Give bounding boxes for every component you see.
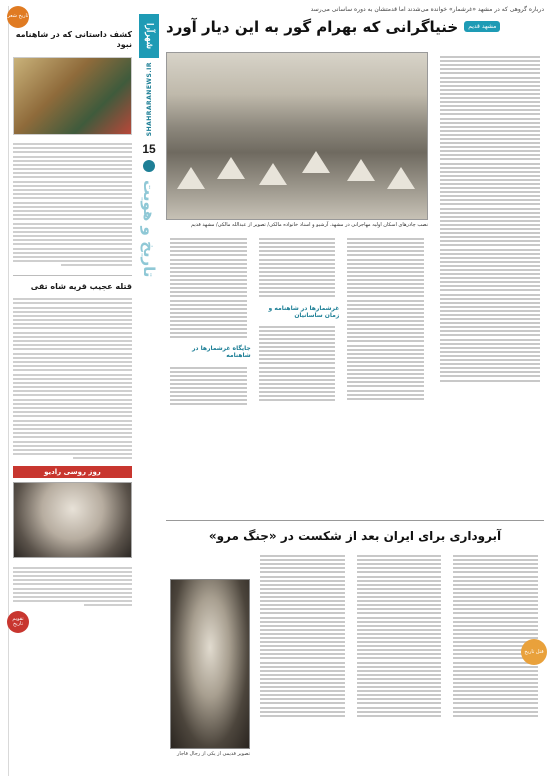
side-article2-body bbox=[9, 294, 136, 464]
qajar-portrait-photo bbox=[170, 579, 250, 749]
column-text bbox=[255, 234, 340, 302]
category-badge[interactable]: مشهد قدیم bbox=[464, 21, 500, 32]
headline-row bbox=[166, 18, 544, 36]
section-subhead: جایگاه غرشمارها در شاهنامه bbox=[191, 345, 251, 360]
tent-shape bbox=[177, 167, 205, 189]
column-text bbox=[256, 551, 349, 721]
section-dot-icon bbox=[143, 160, 155, 172]
tent-camp-photo bbox=[166, 52, 428, 220]
page-number: 15 bbox=[142, 142, 156, 157]
masthead-strip bbox=[139, 14, 159, 394]
tent-shape bbox=[259, 163, 287, 185]
side-tag-poetry: تاریخ شعر bbox=[7, 6, 29, 28]
second-article bbox=[166, 520, 544, 776]
side-article3-body bbox=[9, 562, 136, 610]
side-article3-title[interactable]: روز روسی راديو bbox=[13, 466, 132, 478]
side-divider bbox=[13, 275, 132, 276]
text-column bbox=[166, 234, 251, 434]
right-text-column bbox=[436, 52, 544, 432]
side-tag-calendar: تقویم تاریخ bbox=[7, 611, 29, 633]
manuscript-painting-image bbox=[13, 57, 132, 135]
tent-shape bbox=[302, 151, 330, 173]
article-headline[interactable]: خنیاگرانی که بهرام گور به این دیار آورد bbox=[166, 17, 459, 36]
second-photo-caption: تصویر قدیمی از یکی از رجال قاجار bbox=[177, 751, 250, 757]
column-text bbox=[166, 234, 251, 342]
section-subhead: غرشمارها در شاهنامه و زمان ساسانیان bbox=[268, 304, 340, 319]
text-column bbox=[343, 234, 428, 434]
column-text bbox=[166, 362, 251, 409]
side-column bbox=[8, 6, 136, 776]
side-article2-title[interactable]: قتله عجیب قریه شاه تقی bbox=[30, 281, 132, 291]
photo-caption: نصب چادرهای اسکان اولیه مهاجرانی در مشهد. آرشیو و اسناد خانواده مالکی/ تصویر از عبدالله مالکی/ مشهد قدیم bbox=[191, 222, 428, 228]
text-column bbox=[353, 551, 446, 771]
column-text bbox=[449, 551, 542, 721]
second-article-tag: قتل تاریخ bbox=[521, 639, 547, 665]
tent-shape bbox=[387, 167, 415, 189]
column-text bbox=[255, 322, 340, 406]
second-article-columns bbox=[256, 551, 542, 771]
column-text bbox=[353, 551, 446, 721]
lower-text-columns bbox=[166, 234, 428, 434]
tent-shape bbox=[217, 157, 245, 179]
right-column-text bbox=[436, 52, 544, 386]
newspaper-logo[interactable]: شهرآرا bbox=[139, 14, 159, 58]
section-title: تاریخ و هویت bbox=[140, 180, 158, 278]
column-text bbox=[343, 234, 428, 404]
main-article bbox=[166, 6, 544, 360]
article-kicker: درباره گروهی که در مشهد «غرشمار» خوانده می‌شدند اما قدمتشان به دوره ساسانی می‌رسد bbox=[310, 6, 544, 13]
side-article1-body bbox=[9, 139, 136, 271]
text-column bbox=[256, 551, 349, 771]
text-column bbox=[255, 234, 340, 434]
scientist-portrait-image bbox=[13, 482, 132, 558]
side-article1-title[interactable]: کشف داستانی که در شاهنامه نبود bbox=[15, 30, 132, 50]
article-body bbox=[166, 52, 544, 432]
second-article-headline[interactable]: آبروداری برای ایران بعد از شکست در «جنگ مرو» bbox=[208, 529, 502, 543]
tent-shape bbox=[347, 159, 375, 181]
website-url[interactable]: SHAHRARANEWS.IR bbox=[145, 62, 153, 137]
